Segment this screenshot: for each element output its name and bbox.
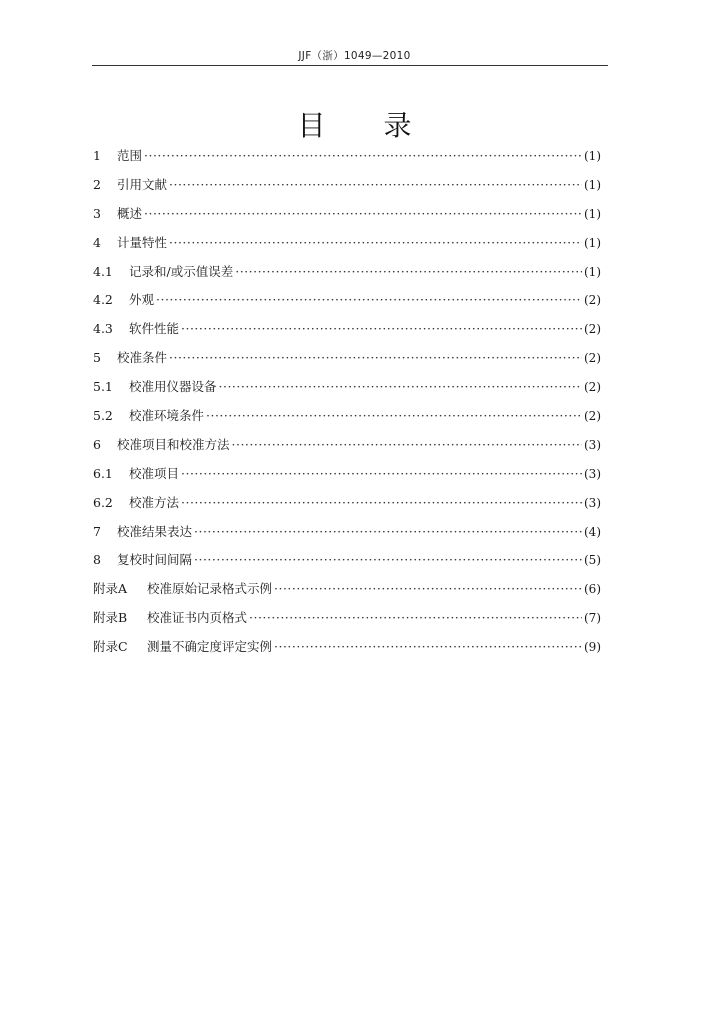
toc-leader-dots — [169, 348, 582, 368]
toc-entry[interactable] — [93, 608, 601, 637]
table-of-contents — [93, 146, 601, 666]
toc-entry-page: (2) — [584, 322, 601, 337]
toc-entry-page: (1) — [584, 177, 601, 192]
toc-leader-dots — [194, 522, 582, 542]
toc-entry[interactable] — [93, 319, 601, 348]
toc-entry-number: 4.1 — [93, 263, 113, 279]
toc-entry-title: 记录和/或示值误差 — [129, 263, 234, 279]
toc-leader-dots — [249, 608, 582, 628]
toc-leader-dots — [156, 290, 582, 310]
header-divider — [92, 65, 608, 66]
toc-entry[interactable] — [93, 233, 601, 262]
toc-entry-number: 6.1 — [93, 465, 113, 481]
toc-entry-number: 8 — [93, 552, 101, 568]
toc-entry-page: (9) — [584, 640, 601, 655]
toc-entry-title: 校准项目和校准方法 — [117, 436, 230, 452]
toc-entry-page: (3) — [584, 495, 601, 510]
toc-entry[interactable] — [93, 377, 601, 406]
toc-entry-title: 校准项目 — [129, 465, 180, 481]
toc-entry-page: (2) — [584, 293, 601, 308]
toc-leader-dots — [169, 233, 582, 253]
toc-entry-title: 校准方法 — [129, 494, 180, 510]
toc-leader-dots — [181, 319, 582, 339]
toc-entry-title: 外观 — [129, 292, 155, 308]
toc-entry-number: 附录C — [93, 639, 128, 655]
toc-leader-dots — [232, 435, 582, 455]
toc-entry-page: (1) — [584, 264, 601, 279]
toc-entry[interactable] — [93, 175, 601, 204]
toc-entry-page: (1) — [584, 206, 601, 221]
toc-leader-dots — [181, 464, 582, 484]
toc-entry[interactable] — [93, 204, 601, 233]
toc-entry-number: 5.2 — [93, 408, 113, 424]
toc-entry-title: 范围 — [117, 148, 143, 163]
toc-leader-dots — [206, 406, 582, 426]
toc-leader-dots — [219, 377, 582, 397]
toc-entry-page: (2) — [584, 351, 601, 366]
toc-entry-title: 测量不确定度评定实例 — [147, 639, 273, 655]
toc-entry-number: 6 — [93, 436, 101, 452]
toc-entry-number: 附录B — [93, 610, 128, 626]
toc-entry-page: (1) — [584, 149, 601, 163]
toc-entry-number: 附录A — [93, 581, 128, 597]
toc-entry[interactable] — [93, 348, 601, 377]
toc-entry[interactable] — [93, 493, 601, 522]
toc-entry-title: 校准结果表达 — [117, 523, 193, 539]
toc-entry-title: 概述 — [117, 205, 143, 221]
toc-entry-number: 5 — [93, 350, 101, 366]
toc-entry-number: 1 — [93, 148, 101, 163]
toc-entry-page: (6) — [584, 582, 601, 597]
page-title: 目录 — [297, 109, 470, 142]
toc-leader-dots — [169, 175, 582, 195]
toc-entry[interactable] — [93, 522, 601, 551]
toc-entry-page: (2) — [584, 380, 601, 395]
toc-entry-page: (3) — [584, 466, 601, 481]
toc-leader-dots — [274, 637, 582, 657]
toc-entry-title: 校准条件 — [117, 350, 168, 366]
toc-entry-number: 3 — [93, 205, 101, 221]
toc-entry[interactable] — [93, 464, 601, 493]
toc-entry[interactable] — [93, 550, 601, 579]
toc-entry-title: 校准证书内页格式 — [147, 610, 248, 626]
toc-entry[interactable] — [93, 579, 601, 608]
toc-entry-number: 4.2 — [93, 292, 113, 308]
toc-leader-dots — [144, 146, 582, 166]
toc-entry-title: 复校时间间隔 — [117, 552, 193, 568]
toc-entry-title: 校准环境条件 — [129, 408, 205, 424]
toc-entry[interactable] — [93, 146, 601, 175]
toc-entry-title: 校准用仪器设备 — [129, 379, 217, 395]
toc-entry-number: 5.1 — [93, 379, 113, 395]
toc-entry-number: 4 — [93, 234, 101, 250]
toc-entry-page: (3) — [584, 437, 601, 452]
toc-entry[interactable] — [93, 262, 601, 291]
toc-entry[interactable] — [93, 637, 601, 666]
toc-entry-title: 引用文献 — [117, 176, 168, 192]
toc-entry-page: (4) — [584, 524, 601, 539]
toc-leader-dots — [274, 579, 582, 599]
toc-leader-dots — [144, 204, 582, 224]
toc-entry[interactable] — [93, 290, 601, 319]
toc-entry-number: 7 — [93, 523, 101, 539]
document-code-header: JJF（浙）1049—2010 — [298, 50, 411, 62]
toc-leader-dots — [235, 262, 582, 282]
toc-entry[interactable] — [93, 435, 601, 464]
toc-entry-page: (1) — [584, 235, 601, 250]
toc-entry-page: (5) — [584, 553, 601, 568]
toc-entry-number: 4.3 — [93, 321, 113, 337]
toc-entry-page: (2) — [584, 409, 601, 424]
toc-leader-dots — [181, 493, 582, 513]
toc-entry-number: 2 — [93, 176, 101, 192]
toc-leader-dots — [194, 550, 582, 570]
toc-entry-title: 软件性能 — [129, 321, 180, 337]
toc-entry-title: 计量特性 — [117, 234, 168, 250]
toc-entry-page: (7) — [584, 611, 601, 626]
toc-entry-title: 校准原始记录格式示例 — [147, 581, 273, 597]
toc-entry[interactable] — [93, 406, 601, 435]
toc-entry-number: 6.2 — [93, 494, 113, 510]
